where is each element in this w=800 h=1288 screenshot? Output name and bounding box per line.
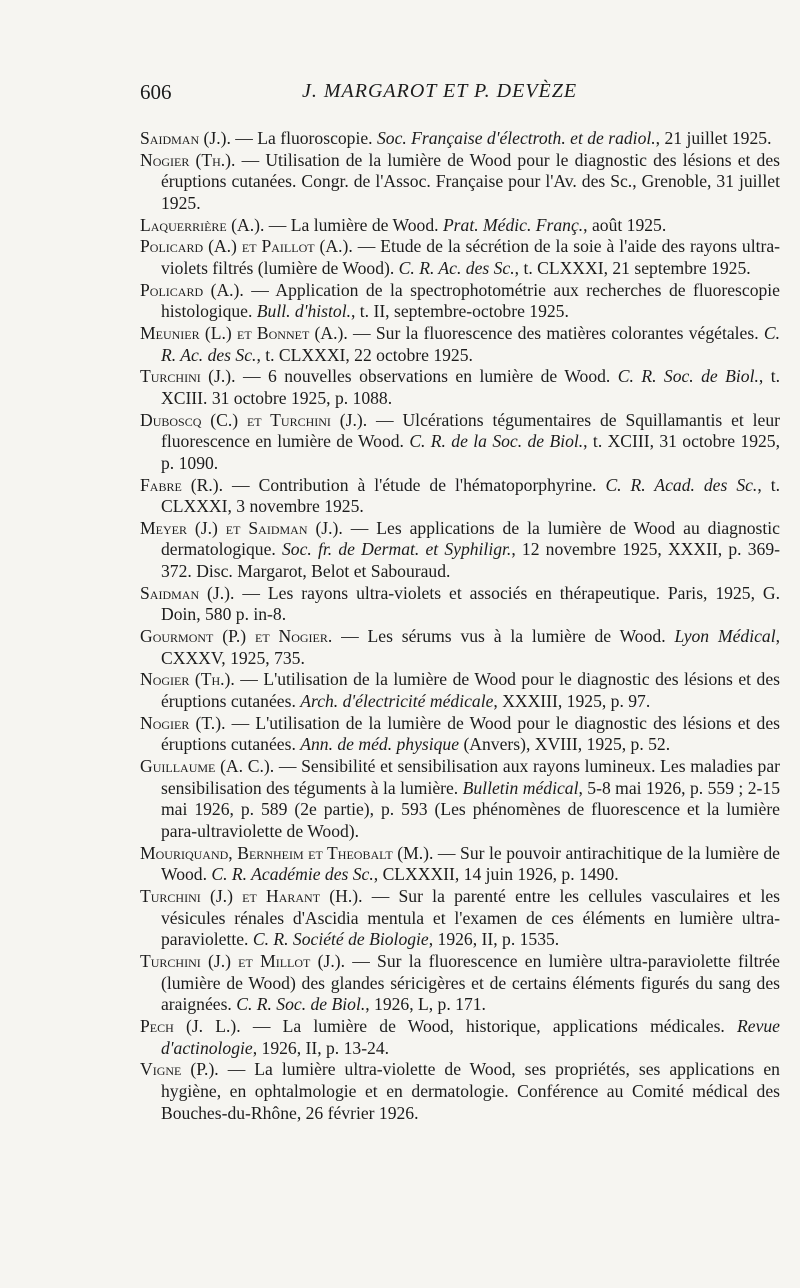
reference-entry (140, 410, 780, 475)
reference-author: Policard (A.). (140, 279, 244, 300)
reference-entry (140, 669, 780, 712)
reference-text: — Sur la fluorescence des matières colorantes végétales. (347, 322, 764, 343)
reference-text: , 12 novembre 1925, XXXII, p. 369-372. Disc. Margarot, Belot et Sabouraud. (161, 539, 781, 582)
reference-text: — Les rayons ultra-violets et associés en thérapeutique. Paris, 1925, G. Doin, 580 p. in-8. (161, 582, 781, 625)
reference-entry (140, 366, 780, 409)
reference-text: , 1926, L, p. 171. (365, 994, 486, 1015)
reference-entry (140, 583, 780, 626)
reference-text: — Utilisation de la lumière de Wood pour le diagnostic des lésions et des éruptions cutanées. Congr. de l'Assoc. Française pour l'Av. des Sc., Grenoble, 31 juillet 1925. (161, 149, 781, 213)
reference-text: — Sur la fluorescence en lumière ultra-paraviolette filtrée (lumière de Wood) des glandes séricigères et de certains éléments figurés du sang des araignées. (161, 950, 780, 1015)
reference-entry (140, 713, 780, 756)
reference-entry (140, 475, 780, 518)
reference-author: Policard (A.) et Paillot (A.). (140, 236, 353, 257)
reference-source: C. R. Soc. de Biol. (236, 994, 366, 1015)
reference-source: C. R. de la Soc. de Biol. (409, 431, 584, 452)
reference-author: Turchini (J.). (140, 366, 236, 387)
reference-author: Saidman (J.). (140, 128, 231, 148)
reference-text: — Etude de la sécrétion de la soie à l'aide des rayons ultra-violets filtrés (lumière de Wood). (161, 236, 780, 278)
reference-text: — Les applications de la lumière de Wood au diagnostic dermatologique. (161, 517, 780, 560)
reference-text: , août 1925. (583, 214, 667, 235)
reference-text: — La lumière de Wood, historique, applications médicales. (240, 1015, 738, 1036)
reference-entry (140, 626, 780, 669)
reference-entry (140, 1016, 780, 1059)
reference-author: Guillaume (A. C.). (140, 756, 275, 777)
reference-source: C. R. Académie des Sc. (211, 864, 374, 885)
reference-text: , t. XCIII. 31 octobre 1925, p. 1088. (161, 366, 781, 408)
reference-text: , CLXXXII, 14 juin 1926, p. 1490. (373, 864, 619, 885)
reference-text: , t. XCIII, 31 octobre 1925, p. 1090. (161, 431, 781, 473)
reference-text: — L'utilisation de la lumière de Wood pour le diagnostic des lésions et des éruptions cutanées. (161, 712, 780, 755)
reference-source: C. R. Ac. des Sc. (161, 322, 780, 365)
page-number: 606 (140, 80, 172, 104)
reference-text: , 1926, II, p. 13-24. (252, 1037, 390, 1058)
reference-source: Prat. Médic. Franç. (442, 214, 584, 235)
reference-author: Turchini (J.) et Millot (J.). (140, 950, 345, 971)
reference-source: C. R. Société de Biologie (252, 929, 429, 950)
reference-source: Bulletin médical (462, 777, 579, 798)
reference-entry (140, 843, 780, 886)
reference-author: Fabre (R.). (140, 474, 224, 495)
reference-author: Meunier (L.) et Bonnet (A.). (140, 322, 348, 343)
reference-entry (140, 236, 780, 279)
reference-text: — 6 nouvelles observations en lumière de Wood. (235, 366, 618, 387)
reference-source: Arch. d'électricité médicale (300, 691, 494, 712)
reference-entry (140, 280, 780, 323)
reference-text: , t. CLXXXI, 21 septembre 1925. (514, 257, 751, 278)
page-header (140, 80, 780, 110)
reference-text: , 1926, II, p. 1535. (428, 929, 560, 950)
reference-source: Soc. Française d'électroth. et de radiol. (376, 128, 656, 148)
reference-author: Duboscq (C.) et Turchini (J.). (140, 409, 368, 430)
reference-source: C. R. Soc. de Biol. (617, 366, 759, 387)
reference-source: Ann. de méd. physique (300, 734, 460, 755)
reference-author: Meyer (J.) et Saidman (J.). (140, 517, 343, 538)
reference-entry (140, 128, 780, 150)
reference-text: — Les sérums vus à la lumière de Wood. (332, 626, 675, 647)
reference-text: — Sensibilité et sensibilisation aux rayons lumineux. Les maladies par sensibilisation des téguments à la lumière. (161, 756, 780, 798)
reference-entry (140, 215, 780, 237)
reference-text: — Sur la parenté entre les cellules vasculaires et les vésicules rénales d'Ascidia mentula et l'examen de ces éléments en lumière ultra-paraviolette. (161, 885, 780, 950)
reference-author: Gourmont (P.) et Nogier. (140, 626, 333, 647)
running-title: J. MARGAROT ET P. DEVÈZE (302, 80, 578, 102)
reference-author: Pech (J. L.). (140, 1015, 241, 1036)
reference-entry (140, 756, 780, 843)
reference-text: — Ulcérations tégumentaires de Squillamantis et leur fluorescence en lumière de Wood. (161, 409, 780, 452)
reference-author: Nogier (T.). (140, 712, 226, 733)
reference-author: Laquerrière (A.). (140, 214, 265, 235)
bibliography-list (140, 128, 780, 1124)
reference-author: Vigne (P.). (140, 1059, 219, 1080)
reference-entry (140, 518, 780, 583)
reference-source: Soc. fr. de Dermat. et Syphiligr. (282, 539, 512, 560)
reference-entry (140, 886, 780, 951)
reference-author: Mouriquand, Bernheim et Theobalt (M.). (140, 842, 434, 863)
reference-text: , t. CLXXXI, 22 octobre 1925. (256, 344, 473, 365)
reference-entry (140, 323, 780, 366)
reference-text: — La fluoroscopie. (230, 128, 377, 148)
reference-author: Nogier (Th.). (140, 149, 236, 170)
reference-text: , XXXIII, 1925, p. 97. (493, 691, 651, 712)
reference-text: , 21 juillet 1925. (655, 128, 772, 148)
reference-author: Nogier (Th.). (140, 669, 235, 690)
reference-source: Revue d'actinologie (161, 1015, 780, 1058)
reference-text: — La lumière ultra-violette de Wood, ses propriétés, ses applications en hygiène, en ophtalmologie et en dermatologie. Conférence au Comité médical des Bouches-du-Rhône, 26 février 1926. (161, 1059, 780, 1123)
reference-entry (140, 951, 780, 1016)
reference-text: — Application de la spectrophotométrie aux recherches de fluorescopie histologique. (161, 279, 780, 322)
reference-source: Bull. d'histol. (256, 301, 351, 322)
reference-author: Turchini (J.) et Harant (H.). (140, 885, 363, 906)
reference-text: — Sur le pouvoir antirachitique de la lumière de Wood. (161, 842, 780, 885)
reference-text: — L'utilisation de la lumière de Wood pour le diagnostic des lésions et des éruptions cutanées. (161, 669, 780, 712)
reference-text: (Anvers), XVIII, 1925, p. 52. (459, 734, 671, 755)
reference-entry (140, 1059, 780, 1124)
reference-text: — La lumière de Wood. (264, 214, 443, 235)
reference-source: C. R. Ac. des Sc. (398, 257, 515, 278)
reference-source: Lyon Médical (674, 626, 776, 647)
reference-source: C. R. Acad. des Sc. (605, 474, 758, 495)
reference-text: — Contribution à l'étude de l'hématoporphyrine. (223, 474, 606, 495)
reference-text: , 5-8 mai 1926, p. 559 ; 2-15 mai 1926, p. 589 (2e partie), p. 593 (Les phénomènes de fluorescence et la lumière para-ultraviolette de Wood). (161, 777, 780, 841)
reference-entry (140, 150, 780, 215)
reference-text: , CXXXV, 1925, 735. (161, 626, 780, 668)
reference-text: , t. II, septembre-octobre 1925. (350, 301, 569, 322)
reference-text: , t. CLXXXI, 3 novembre 1925. (161, 474, 781, 517)
reference-author: Saidman (J.). (140, 582, 235, 603)
